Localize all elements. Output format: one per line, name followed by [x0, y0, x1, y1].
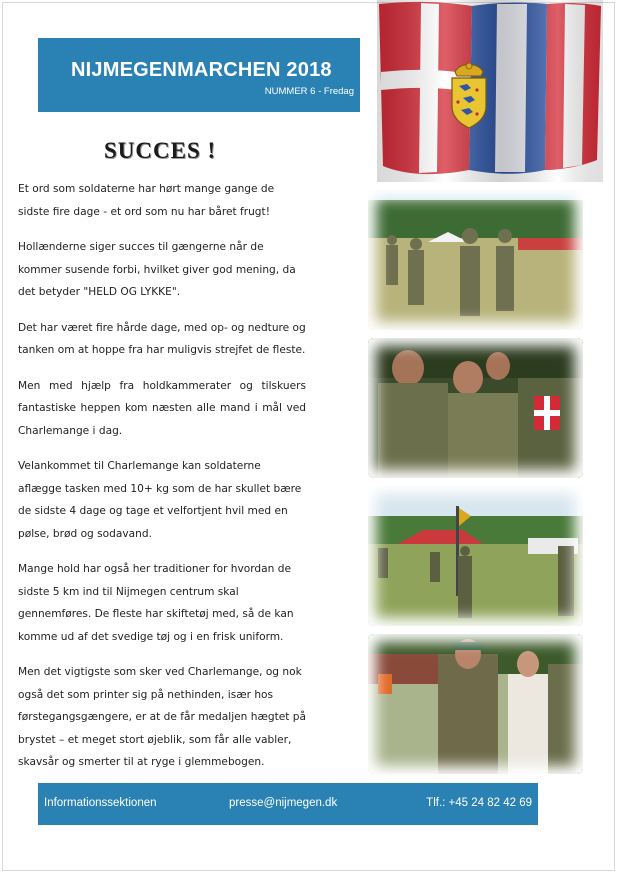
paragraph-7: Men det vigtigste som sker ved Charlemange, og nok også det som printer sig på nethinden, især hos førstegangsgængere, er at de får medaljen hægtet på brystet – et meget stort øjeblik, som får alle vabler, skavsår og smerter til at ryge i glemmebogen. [18, 666, 306, 768]
footer-email-link[interactable]: presse@nijmegen.dk [229, 797, 338, 809]
photo-soldiers-hugging [368, 338, 583, 478]
paragraph-1: Et ord som soldaterne har hørt mange gange de sidste fire dage - et ord som nu har båret frugt! [18, 183, 275, 218]
danish-dutch-flag-image [377, 0, 603, 182]
photo-field-flags [368, 486, 583, 626]
newsletter-title: NIJMEGENMARCHEN 2018 [71, 59, 332, 81]
issue-number: NUMMER 6 - Fredag [264, 86, 354, 97]
photo-soldiers-marching [368, 190, 583, 330]
paragraph-2: Hollænderne siger succes til gængerne når de kommer susende forbi, hvilket giver god mening, da det betyder "HELD OG LYKKE". [18, 241, 296, 298]
paragraph-6: Mange hold har også her traditioner for hvordan de sidste 5 km ind til Nijmegen centrum skal gennemføres. De fleste har skiftetøj med, så de kan komme ud af det svedige tøj og i en frisk uniform. [18, 563, 294, 643]
footer-department: Informationssektionen [44, 797, 157, 809]
paragraph-5: Velankommet til Charlemange kan soldaterne aflægge tasken med 10+ kg som de har skullet bære de sidste 4 dage og tage et velfortjent hvil med en pølse, brød og sodavand. [18, 460, 302, 540]
paragraph-4: Men med hjælp fra holdkammerater og tilskuers fantastiske heppen kom næsten alle mand i mål ved Charlemange i dag. [18, 379, 306, 437]
paragraph-3: Det har været fire hårde dage, med op- og nedture og tanken om at hoppe fra har muligvis strejfet de fleste. [18, 321, 306, 356]
article-heading: SUCCES ! [104, 138, 217, 163]
footer-bar [38, 783, 538, 825]
photo-medal-ceremony [368, 634, 583, 774]
header-banner [38, 38, 360, 112]
footer-phone: Tlf.: +45 24 82 42 69 [426, 797, 532, 809]
article-body [18, 178, 306, 787]
